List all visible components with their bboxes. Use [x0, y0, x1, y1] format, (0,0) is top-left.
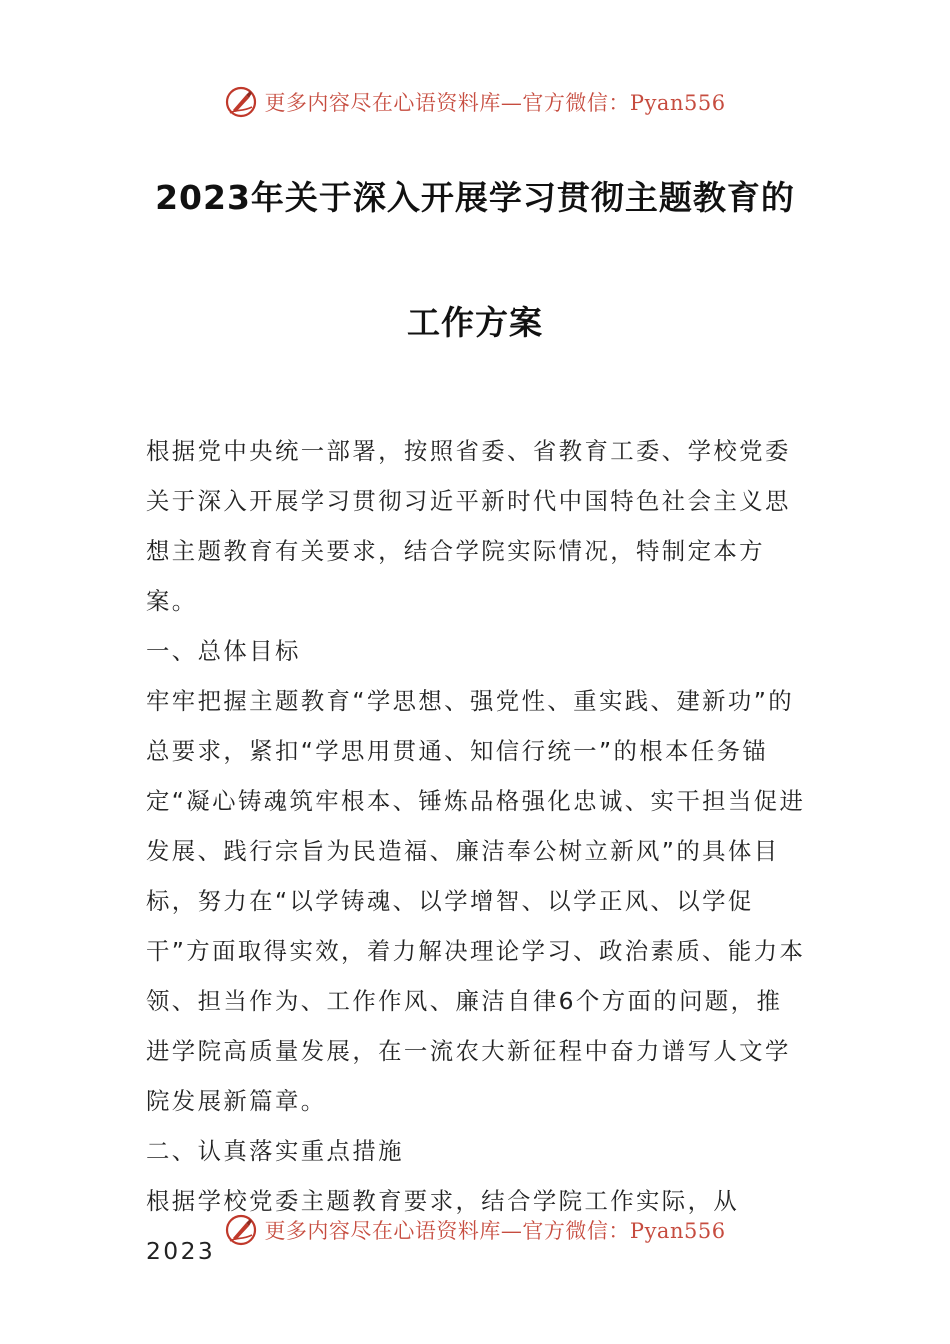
- document-title-line-2: 工作方案: [407, 303, 543, 342]
- footer-banner-text: 更多内容尽在心语资料库—官方微信：Pyan556: [264, 1219, 726, 1243]
- pen-logo-icon: [224, 1213, 258, 1247]
- section-1-paragraph: 牢牢把握主题教育“学思想、强党性、重实践、建新功”的总要求，紧扣“学思用贯通、知信行统一”的根本任务锚定“凝心铸魂筑牢根本、锤炼品格强化忠诚、实干担当促进发展、践行宗旨为民造福、廉洁奉公树立新风”的具体目标，努力在“以学铸魂、以学增智、以学正风、以学促干”方面取得实效，着力解决理论学习、政治素质、能力本领、担当作为、工作作风、廉洁自律6个方面的问题，推进学院高质量发展，在一流农大新征程中奋力谱写人文学院发展新篇章。: [146, 687, 806, 1115]
- section-1-heading: 一、总体目标: [146, 637, 301, 665]
- intro-paragraph: 根据党中央统一部署，按照省委、省教育工委、学校党委关于深入开展学习贯彻习近平新时代中国特色社会主义思想主题教育有关要求，结合学院实际情况，特制定本方案。: [146, 437, 791, 615]
- pen-logo-icon: [224, 85, 258, 119]
- section-2-heading: 二、认真落实重点措施: [146, 1137, 404, 1165]
- header-watermark-banner: [0, 82, 950, 122]
- section-2-paragraph: 根据学校党委主题教育要求，结合学院工作实际，从2023: [146, 1187, 740, 1265]
- document-title-line-1: 2023年关于深入开展学习贯彻主题教育的: [155, 178, 795, 217]
- footer-watermark-banner: [0, 1210, 950, 1250]
- header-banner-text: 更多内容尽在心语资料库—官方微信：Pyan556: [264, 91, 726, 115]
- document-body: [146, 426, 808, 1276]
